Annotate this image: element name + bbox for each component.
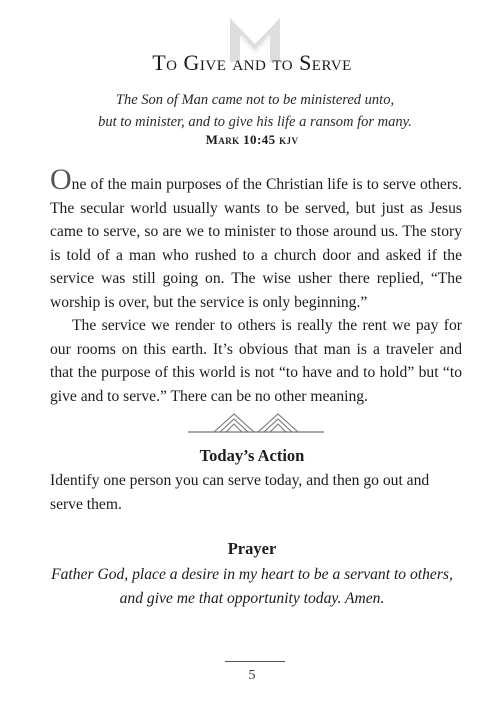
epigraph-verse bbox=[60, 89, 450, 133]
drop-cap: O bbox=[50, 163, 72, 196]
todays-action-heading: Today’s Action bbox=[199, 446, 305, 465]
verse-line: The Son of Man came not to be ministered unto, bbox=[115, 92, 395, 108]
paragraph-text: ne of the main purposes of the Christian life is to serve others. The secular world usually wants to be served, but just as Jesus came to serve, so are we to minister to those around us. The story is told of a man who rushed to a church door and asked if the service was still going on. The wise usher there replied, “The worship is over, but the service is only beginning.” bbox=[50, 176, 462, 311]
prayer-line: and give me that opportunity today. Amen. bbox=[119, 589, 385, 607]
todays-action-text: Identify one person you can serve today, and then go out and serve them. bbox=[50, 472, 430, 513]
paragraph: The service we render to others is really the rent we pay for our rooms on this earth. It’s obvious that man is a traveler and that the purpose of this world is not “to have and to hold” but “to give and to serve.” There can be no other meaning. bbox=[50, 317, 462, 405]
page-number: 5 bbox=[248, 668, 256, 683]
verse-line: but to minister, and to give his life a ransom for many. bbox=[98, 114, 412, 130]
footer-rule bbox=[225, 661, 285, 662]
page-title: To Give and to Serve bbox=[152, 50, 352, 75]
verse-reference: Mark 10:45 kjv bbox=[205, 132, 299, 147]
paragraph bbox=[50, 163, 462, 314]
section-divider-ornament bbox=[188, 404, 324, 434]
devotional-body bbox=[50, 163, 462, 408]
prayer-heading: Prayer bbox=[227, 539, 277, 558]
prayer-text bbox=[40, 563, 464, 610]
prayer-line: Father God, place a desire in my heart to be a servant to others, bbox=[51, 566, 453, 583]
